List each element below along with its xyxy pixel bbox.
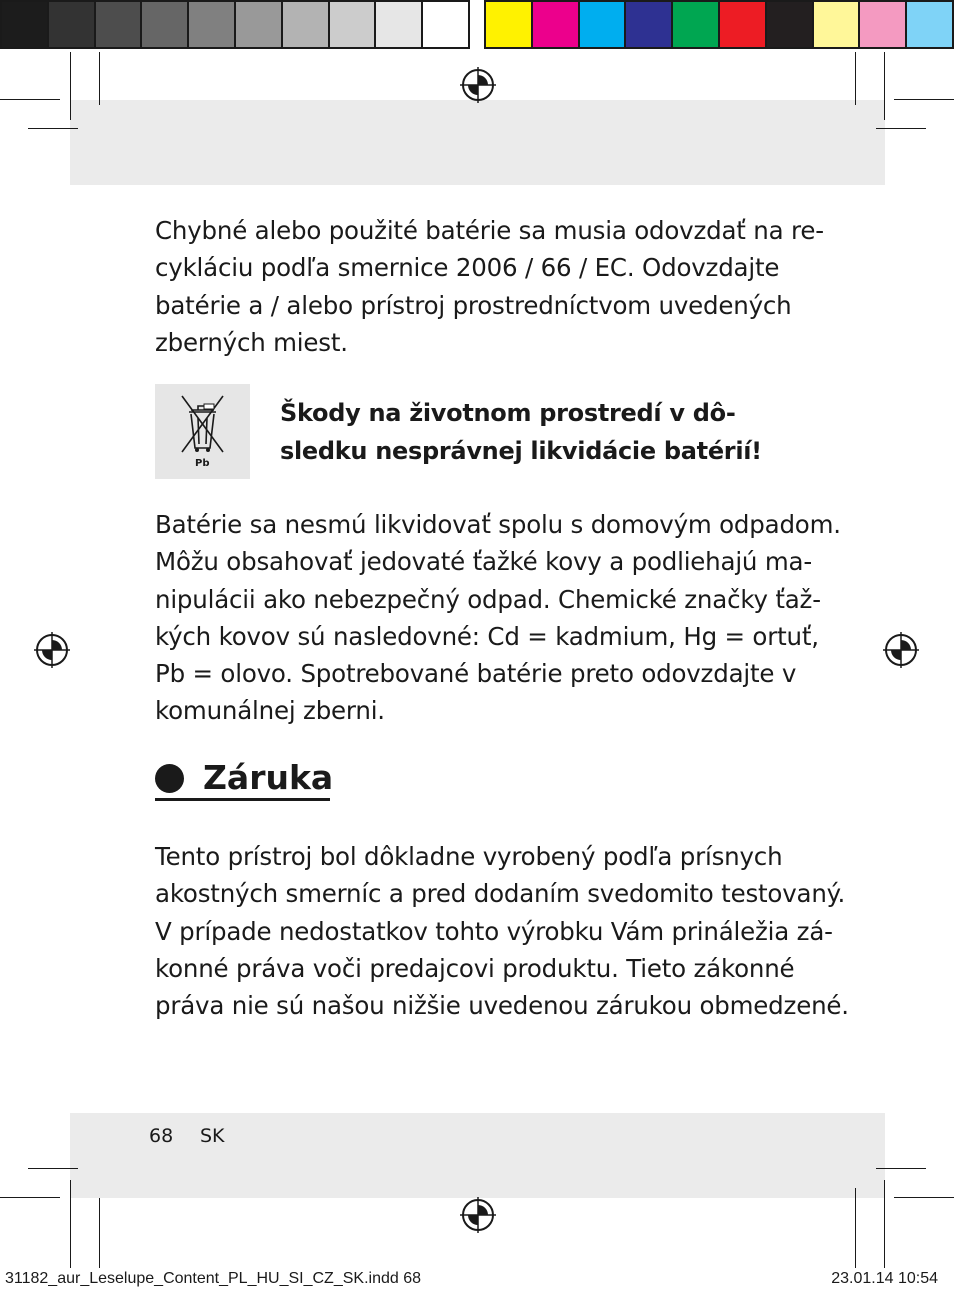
color-swatch	[814, 2, 861, 47]
color-swatch	[673, 2, 720, 47]
color-swatch	[580, 2, 627, 47]
section-bullet-icon	[155, 764, 184, 793]
color-swatch	[860, 2, 907, 47]
color-swatch	[330, 2, 377, 47]
registration-mark-icon	[460, 67, 496, 103]
color-swatch	[907, 2, 952, 47]
color-swatch	[423, 2, 468, 47]
registration-mark-icon	[460, 1197, 496, 1233]
color-swatch	[49, 2, 96, 47]
color-swatch	[236, 2, 283, 47]
pb-label: Pb	[195, 458, 210, 469]
color-swatch	[486, 2, 533, 47]
registration-mark-icon	[34, 632, 70, 668]
footer-band	[70, 1113, 885, 1198]
color-swatch	[533, 2, 580, 47]
page-number: 68	[149, 1125, 174, 1147]
color-swatch	[626, 2, 673, 47]
registration-mark-icon	[883, 632, 919, 668]
section-heading: Záruka	[203, 758, 334, 797]
warranty-paragraph: Tento prístroj bol dôkladne vyrobený podľa prísnych akostných smerníc a pred dodaním svedomito testovaný. V prípade nedostatkov tohto výrobku Vám prináležia zá- konné práva voči predajcovi produktu. Tieto zákonné práva nie sú našou nižšie uvedenou zárukou obmedzené.	[155, 842, 849, 1021]
battery-hazard-paragraph: Batérie sa nesmú likvidovať spolu s domovým odpadom. Môžu obsahovať jedovaté ťažké kovy a podliehajú ma- nipulácii ako nebezpečný odpad. Chemické značky ťaž- kých kovov sú nasledovné: Cd = kadmium, Hg = ortuť, Pb = olovo. Spotrebované batérie preto odovzdajte v komunálnej zberni.	[155, 510, 841, 726]
color-swatch	[142, 2, 189, 47]
color-swatch	[283, 2, 330, 47]
color-swatch	[376, 2, 423, 47]
color-swatch	[767, 2, 814, 47]
slug-filename: 31182_aur_Leselupe_Content_PL_HU_SI_CZ_SK.indd 68	[5, 1270, 422, 1287]
color-swatch	[96, 2, 143, 47]
grayscale-color-bar	[0, 0, 470, 49]
color-swatch	[720, 2, 767, 47]
slug-date: 23.01.14 10:54	[831, 1270, 938, 1287]
heading-underline	[155, 798, 330, 801]
color-swatch	[2, 2, 49, 47]
color-swatch	[189, 2, 236, 47]
warning-title: Škody na životnom prostredí v dô- sledku nesprávnej likvidácie batérií!	[280, 399, 762, 465]
battery-recycling-paragraph: Chybné alebo použité batérie sa musia odovzdať na re- cykláciu podľa smernice 2006 / 66 / EC. Odovzdajte batérie a / alebo prístroj prostredníctvom uvedených zberných miest.	[155, 216, 824, 357]
process-color-bar	[484, 0, 954, 49]
header-band	[70, 100, 885, 185]
battery-disposal-symbol	[155, 384, 250, 479]
language-code: SK	[200, 1125, 225, 1147]
